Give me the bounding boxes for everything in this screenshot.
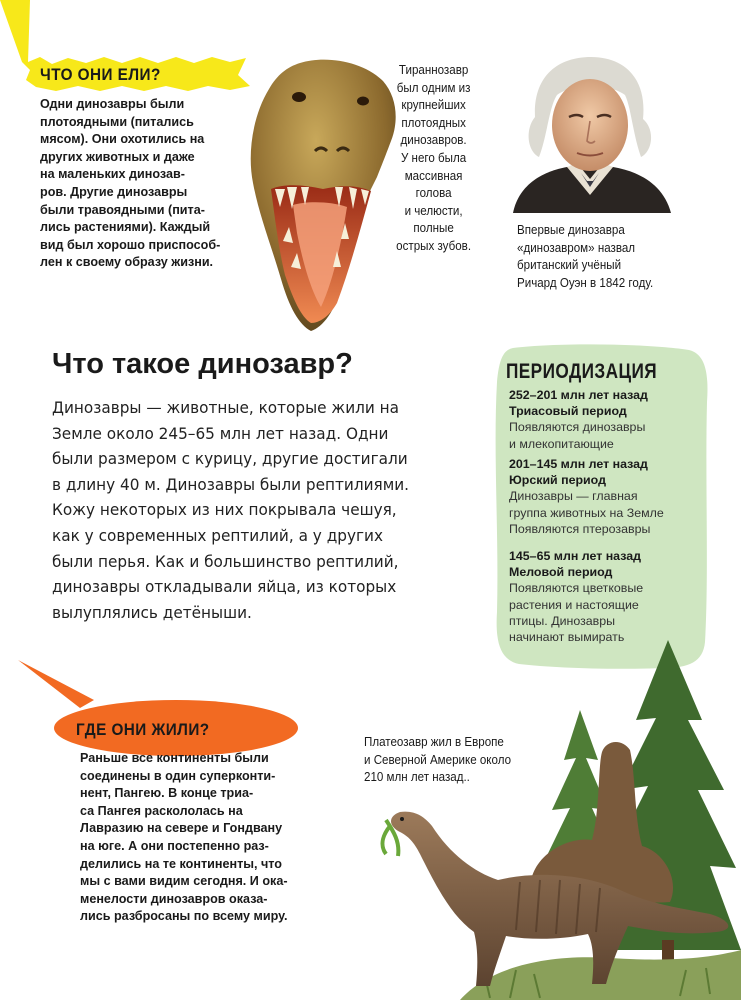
text-line: был одним из bbox=[396, 80, 471, 95]
what-they-ate-title: ЧТО ОНИ ЕЛИ? bbox=[40, 65, 161, 84]
text-line: делились на те континенты, что bbox=[80, 856, 282, 871]
owen-caption bbox=[517, 222, 653, 292]
text-line: нент, Пангею. В конце триа- bbox=[80, 786, 254, 801]
period-note: Появляются цветковые bbox=[509, 581, 644, 596]
trex-caption bbox=[383, 62, 484, 256]
text-line: плотоядных bbox=[401, 115, 466, 130]
text-line: были перья. Как и большинство рептилий, bbox=[52, 551, 399, 571]
text-line: Лавразию на севере и Гондвану bbox=[80, 821, 283, 836]
text-line: плотоядными (питались bbox=[40, 114, 194, 129]
text-line: У него была bbox=[400, 150, 467, 165]
what-they-ate-paragraph bbox=[40, 96, 220, 272]
text-line: острых зубов. bbox=[396, 238, 472, 253]
where-they-lived-title: ГДЕ ОНИ ЖИЛИ? bbox=[76, 720, 210, 739]
text-line: в длину 40 м. Динозавры были рептилиями. bbox=[52, 474, 410, 494]
text-line: были размером с курицу, другие достигали bbox=[52, 449, 408, 469]
text-line: и Северной Америке около bbox=[364, 752, 512, 767]
text-line: массивная bbox=[404, 168, 463, 183]
text-line: са Пангея раскололась на bbox=[80, 803, 243, 818]
text-line: «динозавром» назвал bbox=[517, 240, 636, 255]
text-line: Раньше все континенты были bbox=[80, 751, 269, 765]
text-line: и челюсти, bbox=[404, 203, 463, 218]
period-note: Появляются динозавры bbox=[509, 420, 646, 435]
period-name: Меловой период bbox=[509, 565, 613, 580]
plateosaurus-eye bbox=[400, 817, 404, 821]
text-line: лись растениями). Каждый bbox=[40, 220, 211, 235]
page-title: Что такое динозавр? bbox=[52, 348, 353, 380]
trex-eye-right bbox=[357, 97, 369, 106]
periodization-title: ПЕРИОДИЗАЦИЯ bbox=[506, 360, 658, 383]
text-line: динозавров. bbox=[400, 133, 467, 148]
text-line: были травоядными (пита- bbox=[40, 202, 205, 217]
text-line: лен к своему образу жизни. bbox=[40, 255, 214, 270]
period-name: Триасовый период bbox=[509, 404, 627, 419]
text-line: полные bbox=[413, 221, 454, 236]
text-line: соединены в один суперконти- bbox=[80, 768, 276, 783]
period-note: и млекопитающие bbox=[509, 436, 614, 451]
text-line: лись разбросаны по всему миру. bbox=[80, 909, 288, 924]
text-line: крупнейших bbox=[401, 98, 466, 113]
tyrannosaurus-head-illustration bbox=[245, 55, 405, 335]
text-line: Тираннозавр bbox=[398, 63, 469, 77]
period-note: начинают вымирать bbox=[509, 630, 625, 645]
text-line: Одни динозавры были bbox=[40, 97, 185, 111]
period-note: группа животных на Земле bbox=[509, 505, 664, 520]
text-line: менелости динозавров оказа- bbox=[80, 891, 268, 906]
where-they-lived-paragraph bbox=[80, 750, 288, 926]
text-line: голова bbox=[415, 186, 452, 201]
period-cretaceous bbox=[509, 548, 643, 645]
text-line: мы с вами видим сегодня. И ока- bbox=[80, 874, 288, 889]
orange-speech-bubble bbox=[18, 660, 300, 760]
trex-eye-left bbox=[292, 92, 306, 102]
plateosaurus-scene-illustration bbox=[380, 640, 741, 1000]
text-line: других животных и даже bbox=[40, 149, 195, 164]
text-line: мясом). Они охотились на bbox=[40, 132, 205, 147]
period-name: Юрский период bbox=[509, 473, 606, 488]
text-line: на маленьких динозав- bbox=[40, 167, 185, 182]
text-line: 210 млн лет назад.. bbox=[364, 770, 470, 785]
period-note: птицы. Динозавры bbox=[509, 613, 616, 628]
text-line: Ричард Оуэн в 1842 году. bbox=[517, 275, 654, 290]
period-triassic bbox=[509, 387, 648, 452]
richard-owen-portrait bbox=[505, 55, 675, 213]
text-line: Динозавры — животные, которые жили на bbox=[52, 398, 400, 417]
text-line: вид был хорошо приспособ- bbox=[40, 237, 221, 252]
period-note: Динозавры — главная bbox=[509, 489, 638, 504]
period-range: 252–201 млн лет назад bbox=[509, 388, 648, 402]
main-paragraph bbox=[52, 395, 409, 625]
text-line: на юге. А они постепенно раз- bbox=[80, 838, 269, 853]
text-line: ров. Другие динозавры bbox=[40, 184, 188, 199]
text-line: как у современных рептилий, а у других bbox=[52, 525, 383, 545]
period-note: Появляются птерозавры bbox=[509, 521, 651, 536]
period-range: 145–65 млн лет назад bbox=[509, 549, 641, 563]
text-line: Впервые динозавра bbox=[517, 223, 625, 237]
period-jurassic bbox=[509, 456, 664, 537]
period-note: растения и настоящие bbox=[509, 597, 639, 612]
text-line: Кожу некоторых из них покрывала чешуя, bbox=[52, 500, 397, 520]
text-line: динозавры откладывали яйца, из которых bbox=[52, 577, 397, 597]
text-line: Платеозавр жил в Европе bbox=[364, 735, 504, 749]
text-line: британский учёный bbox=[517, 258, 622, 273]
text-line: вылуплялись детёныши. bbox=[52, 602, 252, 622]
text-line: Земле около 245–65 млн лет назад. Одни bbox=[52, 423, 389, 443]
period-range: 201–145 млн лет назад bbox=[509, 457, 648, 471]
orange-bubble-tail bbox=[18, 660, 94, 708]
